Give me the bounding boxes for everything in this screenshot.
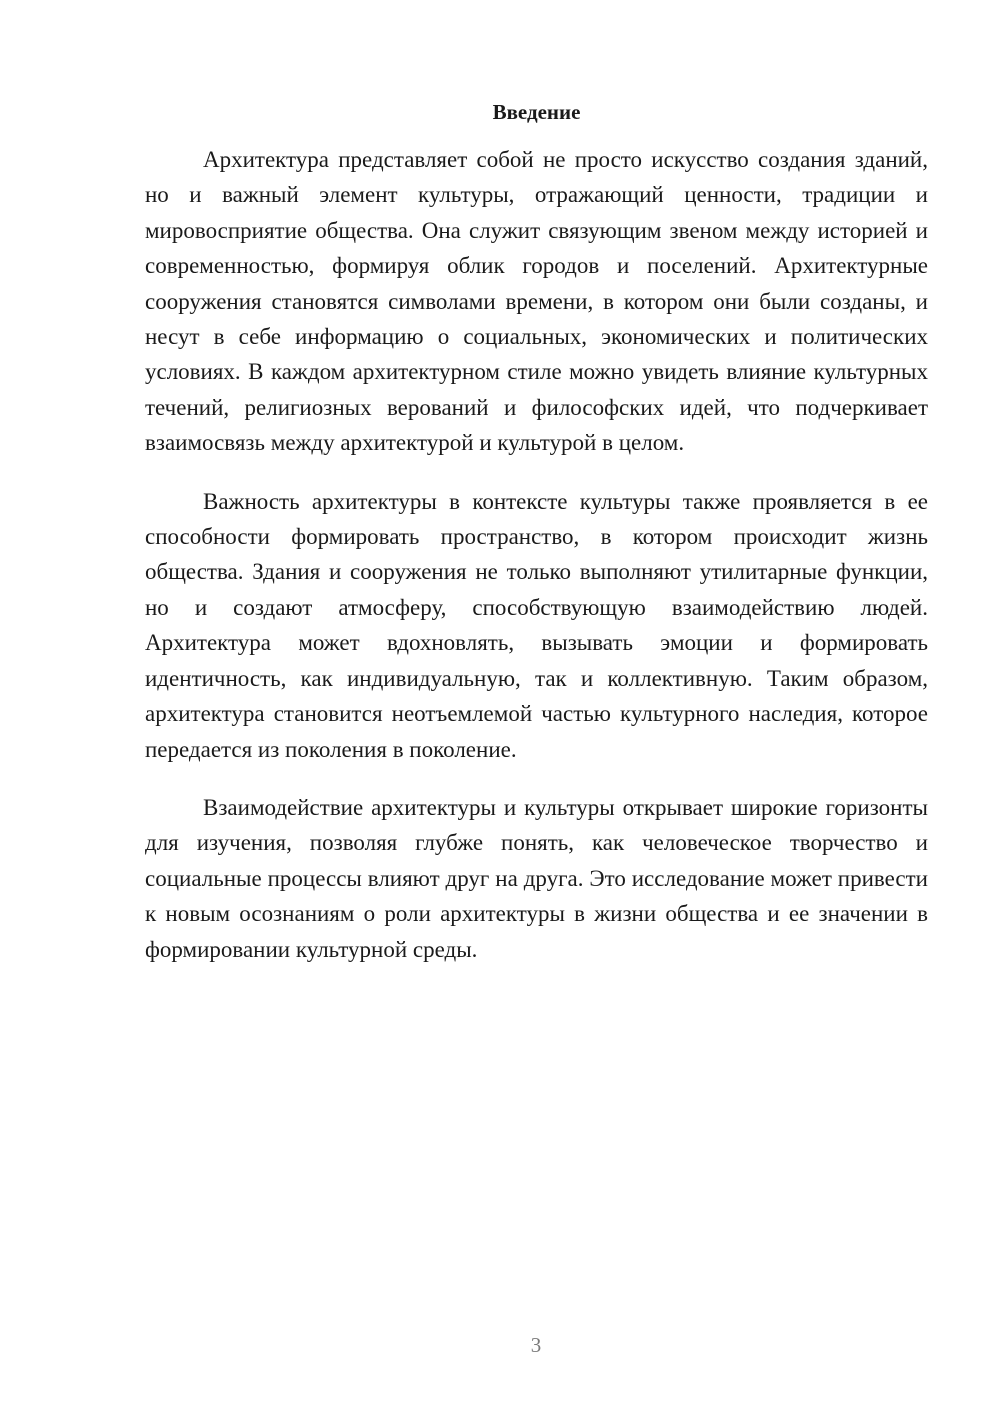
paragraph-1: Архитектура представляет собой не просто искусство создания зданий, но и важный элемент культуры, отражающий ценности, традиции и мировосприятие общества. Она служит связующим звеном между историей и современностью, формируя облик городов и поселений. Архитектурные сооружения становятся символами времени, в котором они были созданы, и несут в себе информацию о социальных, экономических и политических условиях. В каждом архитектурном стиле можно увидеть влияние культурных течений, религиозных верований и философских идей, что подчеркивает взаимосвязь между архитектурой и культурой в целом.	[145, 147, 928, 456]
page-number: 3	[530, 1333, 542, 1357]
paragraph-2: Важность архитектуры в контексте культуры также проявляется в ее способности формировать пространство, в котором происходит жизнь общества. Здания и сооружения не только выполняют утилитарные функции, но и создают атмосферу, способствующую взаимодействию людей. Архитектура может вдохновлять, вызывать эмоции и формировать идентичность, как индивидуальную, так и коллективную. Таким образом, архитектура становится неотъемлемой частью культурного наследия, которое передается из поколения в поколение.	[145, 488, 928, 762]
page-title: Введение	[492, 100, 581, 124]
paragraph-3: Взаимодействие архитектуры и культуры открывает широкие горизонты для изучения, позволяя глубже понять, как человеческое творчество и социальные процессы влияют друг на друга. Это исследование может привести к новым осознаниям о роли архитектуры в жизни общества и ее значении в формировании культурной среды.	[145, 794, 928, 962]
document-body	[145, 142, 928, 990]
